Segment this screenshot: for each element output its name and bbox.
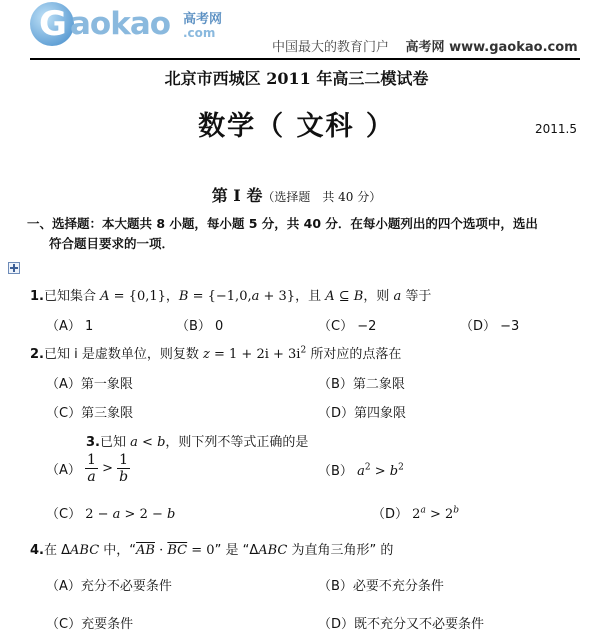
part-note: （选择题 共 40 分） <box>262 190 382 204</box>
question-3-option-d[interactable]: （D） $2^a > 2^b$ <box>372 505 460 522</box>
section-instruction <box>27 214 582 254</box>
vector-bc: $\overline{BC}$ <box>167 543 188 558</box>
question-4-option-b[interactable]: （B）必要不充分条件 <box>318 579 444 594</box>
question-4-option-c[interactable]: （C）充要条件 <box>46 617 134 632</box>
slogan-left: 中国最大的教育门户 <box>272 40 390 55</box>
fraction-one-over-b: $\frac{1}{b}$ <box>119 452 129 485</box>
question-3-option-b[interactable]: （B） $a^2 > b^2$ <box>318 462 404 479</box>
site-url-link[interactable]: 高考网 www.gaokao.com <box>405 40 578 55</box>
question-2-option-c[interactable]: （C）第三象限 <box>46 406 134 421</box>
instruction-line-2: 符合题目要求的一项． <box>49 236 175 251</box>
part-heading <box>0 183 593 206</box>
instruction-line-1: 一、选择题：本大题共 8 小题，每小题 5 分，共 40 分．在每小题列出的四个选项中，选出 <box>27 216 538 231</box>
table-move-handle-icon[interactable] <box>8 262 20 274</box>
question-4-option-d[interactable]: （D）既不充分又不必要条件 <box>318 617 485 632</box>
logo-domain: .com <box>183 26 216 40</box>
question-2-option-b[interactable]: （B）第二象限 <box>318 377 405 392</box>
question-4-option-a[interactable]: （A）充分不必要条件 <box>46 579 172 594</box>
question-3-option-c[interactable]: （C） 2 − a > 2 − b <box>46 507 176 522</box>
question-1-option-c[interactable]: （C） −2 <box>318 319 377 334</box>
question-1-option-a[interactable]: （A） 1 <box>46 319 94 334</box>
question-2-option-a[interactable]: （A）第一象限 <box>46 377 133 392</box>
gaokao-logo[interactable] <box>30 2 240 48</box>
question-3-option-a[interactable]: （A） $\frac{1}{a}$ > $\frac{1}{b}$ <box>46 452 129 485</box>
question-3-stem: 3.已知 a < b，则下列不等式正确的是 <box>86 435 309 450</box>
question-4-stem: 4.在 ΔABC 中，“$\overline{AB} \cdot \overline{BC} = 0$” 是 “ΔABC 为直角三角形” 的 <box>30 543 394 558</box>
site-slogan <box>272 36 578 55</box>
fraction-one-over-a: $\frac{1}{a}$ <box>87 452 96 485</box>
subject-title: 数学（ 文科 ） <box>198 111 395 142</box>
question-2-option-d[interactable]: （D）第四象限 <box>318 406 407 421</box>
header-divider <box>30 58 580 60</box>
logo-globe-icon: G <box>30 2 74 46</box>
exam-title: 北京市西城区 2011 年高三二模试卷 <box>164 69 429 88</box>
question-1-option-b[interactable]: （B） 0 <box>176 319 224 334</box>
logo-word: aokao <box>70 6 171 42</box>
question-1-stem: 1.已知集合 A = {0,1}，B = {−1,0,a + 3}，且 A ⊆ B，则 a 等于 <box>30 289 432 304</box>
exam-date: 2011.5 <box>535 122 577 136</box>
logo-chinese: 高考网 <box>183 12 223 27</box>
question-1-option-d[interactable]: （D） −3 <box>460 319 520 334</box>
question-2-stem: 2.已知 i 是虚数单位，则复数 $z = 1 + 2i + 3i^2$ 所对应的点落在 <box>30 345 402 362</box>
vector-ab: $\overline{AB}$ <box>136 543 155 558</box>
part-label: 第 I 卷 <box>211 186 263 205</box>
